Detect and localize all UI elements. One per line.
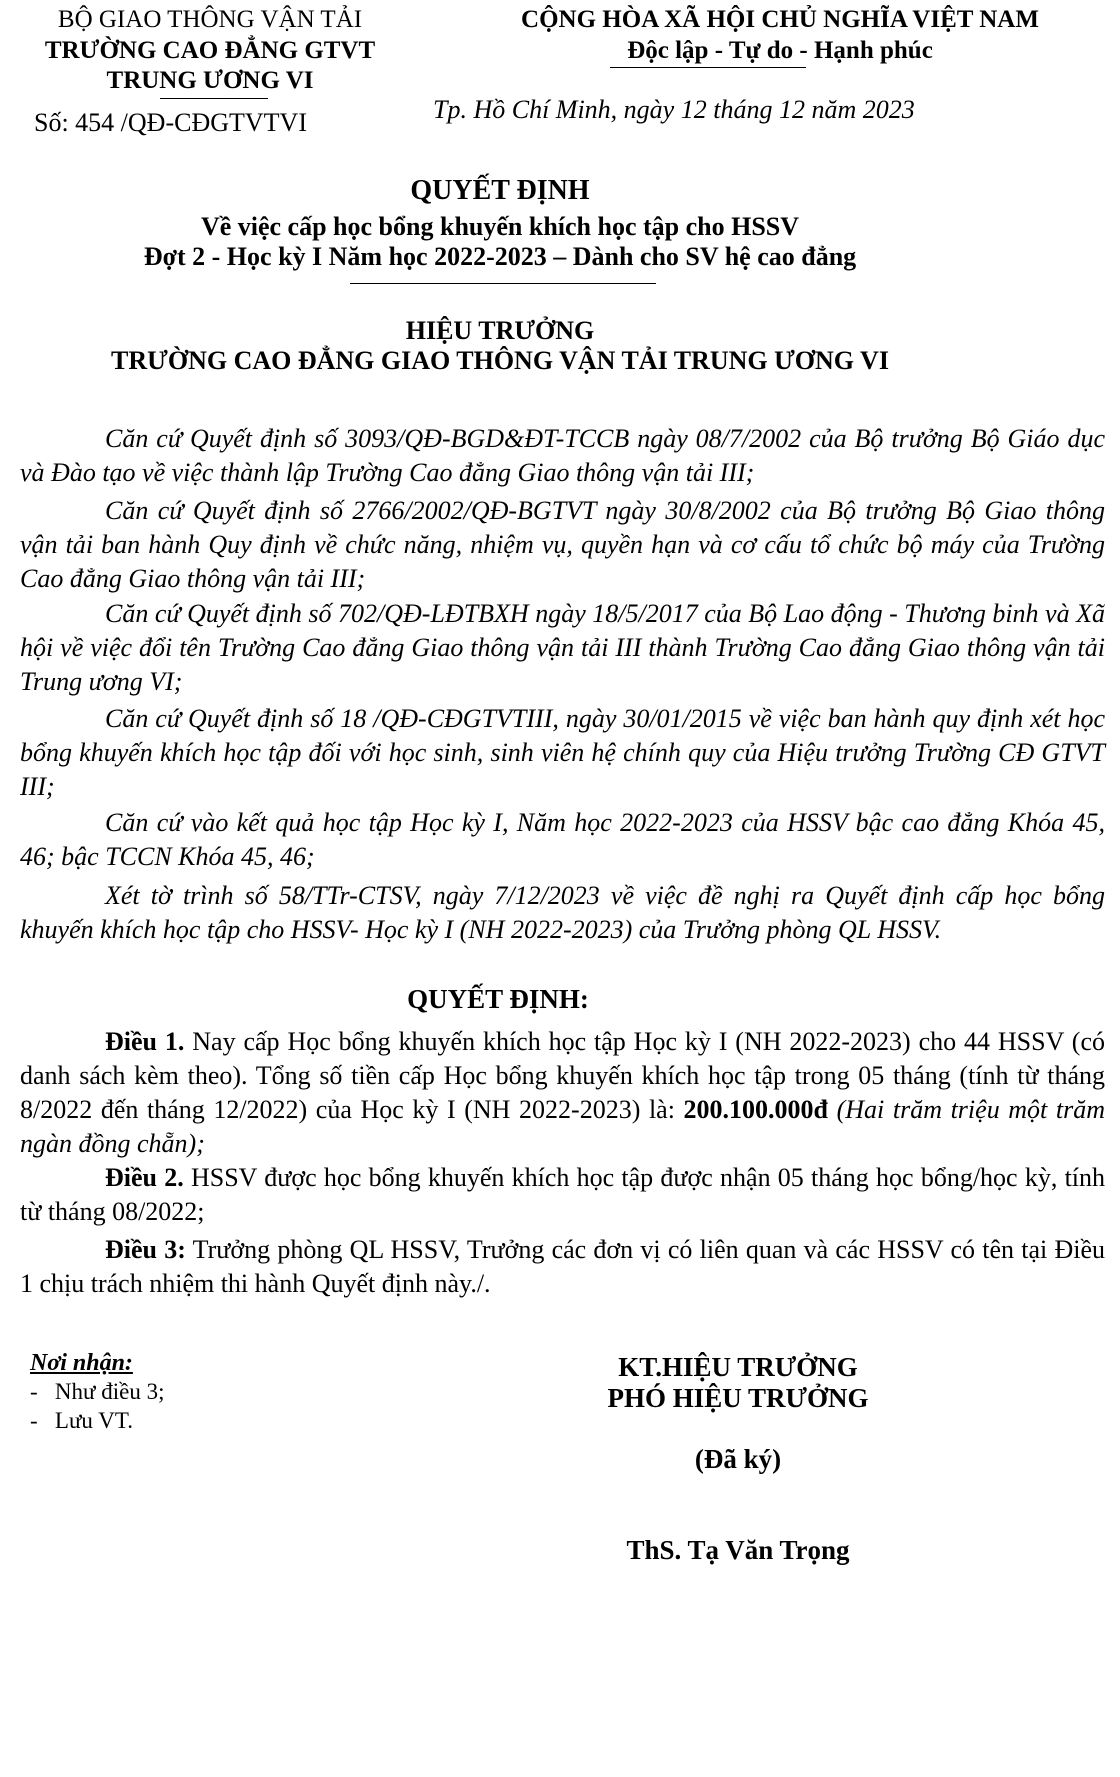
recipient-item: - Lưu VT. [30, 1408, 133, 1433]
signed-mark: (Đã ký) [694, 1444, 782, 1474]
basis-paragraph: Căn cứ Quyết định số 3093/QĐ-BGD&ĐT-TCCB ngày 08/7/2002 của Bộ trưởng Bộ Giáo dục và Đào tạo về việc thành lập Trường Cao đẳng Giao thông vận tải III; [20, 424, 1105, 487]
school-name-line2: TRUNG ƯƠNG VI [106, 67, 314, 94]
article-1-text: Nay cấp Học bổng khuyến khích học tập Học kỳ I (NH 2022-2023) cho 44 HSSV (có danh sách kèm theo). Tổng số tiền cấp Học bổng khuyến khích học tập trong 05 tháng (tính từ tháng 8/2022 đến tháng 12/2022) của Học kỳ I (NH 2022-2023) là: [20, 1027, 1105, 1124]
motto-underline [610, 67, 806, 68]
article-1-amount-words: (Hai trăm triệu một trăm ngàn đồng chẵn); [20, 1095, 1105, 1158]
ministry-name: BỘ GIAO THÔNG VẬN TẢI [57, 6, 363, 33]
title-underline [350, 283, 656, 284]
article-1 [20, 1025, 1105, 1161]
decision-subject: Về việc cấp học bổng khuyến khích học tập cho HSSV [200, 212, 800, 241]
article-1-label: Điều 1. [105, 1027, 185, 1056]
basis-paragraph: Căn cứ Quyết định số 2766/2002/QĐ-BGTVT ngày 30/8/2002 của Bộ trưởng Bộ Giao thông vận tải ban hành Quy định về chức năng, nhiệm vụ, quyền hạn và cơ cấu tổ chức bộ máy của Trường Cao đẳng Giao thông vận tải III; [20, 496, 1105, 593]
article-2-text: HSSV được học bổng khuyến khích học tập được nhận 05 tháng học bổng/học kỳ, tính từ tháng 08/2022; [20, 1163, 1106, 1226]
signature-title-line2: PHÓ HIỆU TRƯỞNG [607, 1383, 869, 1413]
article-1-amount: 200.100.000đ [683, 1095, 829, 1124]
header-left-underline [160, 98, 268, 99]
basis-paragraph: Xét tờ trình số 58/TTr-CTSV, ngày 7/12/2023 về việc đề nghị ra Quyết định cấp học bổng khuyến khích học tập cho HSSV- Học kỳ I (NH 2022-2023) của Trưởng phòng QL HSSV. [20, 881, 1105, 944]
decision-title: QUYẾT ĐỊNH [410, 175, 590, 206]
recipient-item: - Như điều 3; [30, 1379, 165, 1404]
document-number: Số: 454 /QĐ-CĐGTVTVI [34, 108, 307, 137]
national-motto: Độc lập - Tự do - Hạnh phúc [627, 37, 933, 64]
authority-title: HIỆU TRƯỞNG [405, 316, 595, 345]
article-3-text: Trưởng phòng QL HSSV, Trưởng các đơn vị có liên quan và các HSSV có tên tại Điều 1 chịu trách nhiệm thi hành Quyết định này./. [20, 1235, 1105, 1298]
basis-paragraph: Căn cứ Quyết định số 702/QĐ-LĐTBXH ngày 18/5/2017 của Bộ Lao động - Thương binh và Xã hội về việc đổi tên Trường Cao đẳng Giao thông vận tải III thành Trường Cao đẳng Giao thông vận tải Trung ương VI; [20, 599, 1105, 696]
recipients-heading: Nơi nhận: [30, 1350, 133, 1376]
school-name-line1: TRƯỜNG CAO ĐẲNG GTVT [44, 37, 376, 64]
basis-paragraph: Căn cứ vào kết quả học tập Học kỳ I, Năm học 2022-2023 của HSSV bậc cao đẳng Khóa 45, 46; bậc TCCN Khóa 45, 46; [20, 808, 1105, 871]
article-3 [20, 1233, 1105, 1301]
article-2 [20, 1161, 1105, 1229]
authority-school: TRƯỜNG CAO ĐẲNG GIAO THÔNG VẬN TẢI TRUNG ƯƠNG VI [111, 346, 889, 375]
signature-title-line1: KT.HIỆU TRƯỞNG [618, 1352, 858, 1382]
basis-paragraph: Căn cứ Quyết định số 18 /QĐ-CĐGTVTIII, ngày 30/01/2015 về việc ban hành quy định xét học bổng khuyến khích học tập đối với học sinh, sinh viên hệ chính quy của Hiệu trưởng Trường CĐ GTVT III; [20, 704, 1105, 801]
decision-heading: QUYẾT ĐỊNH: [407, 984, 589, 1014]
place-and-date: Tp. Hồ Chí Minh, ngày 12 tháng 12 năm 2023 [433, 95, 915, 124]
article-2-label: Điều 2. [105, 1163, 184, 1192]
article-3-label: Điều 3: [105, 1235, 186, 1264]
country-name: CỘNG HÒA XÃ HỘI CHỦ NGHĨA VIỆT NAM [521, 6, 1039, 33]
signer-name: ThS. Tạ Văn Trọng [626, 1535, 850, 1565]
decision-subject-period: Đợt 2 - Học kỳ I Năm học 2022-2023 – Dành cho SV hệ cao đẳng [143, 242, 857, 271]
